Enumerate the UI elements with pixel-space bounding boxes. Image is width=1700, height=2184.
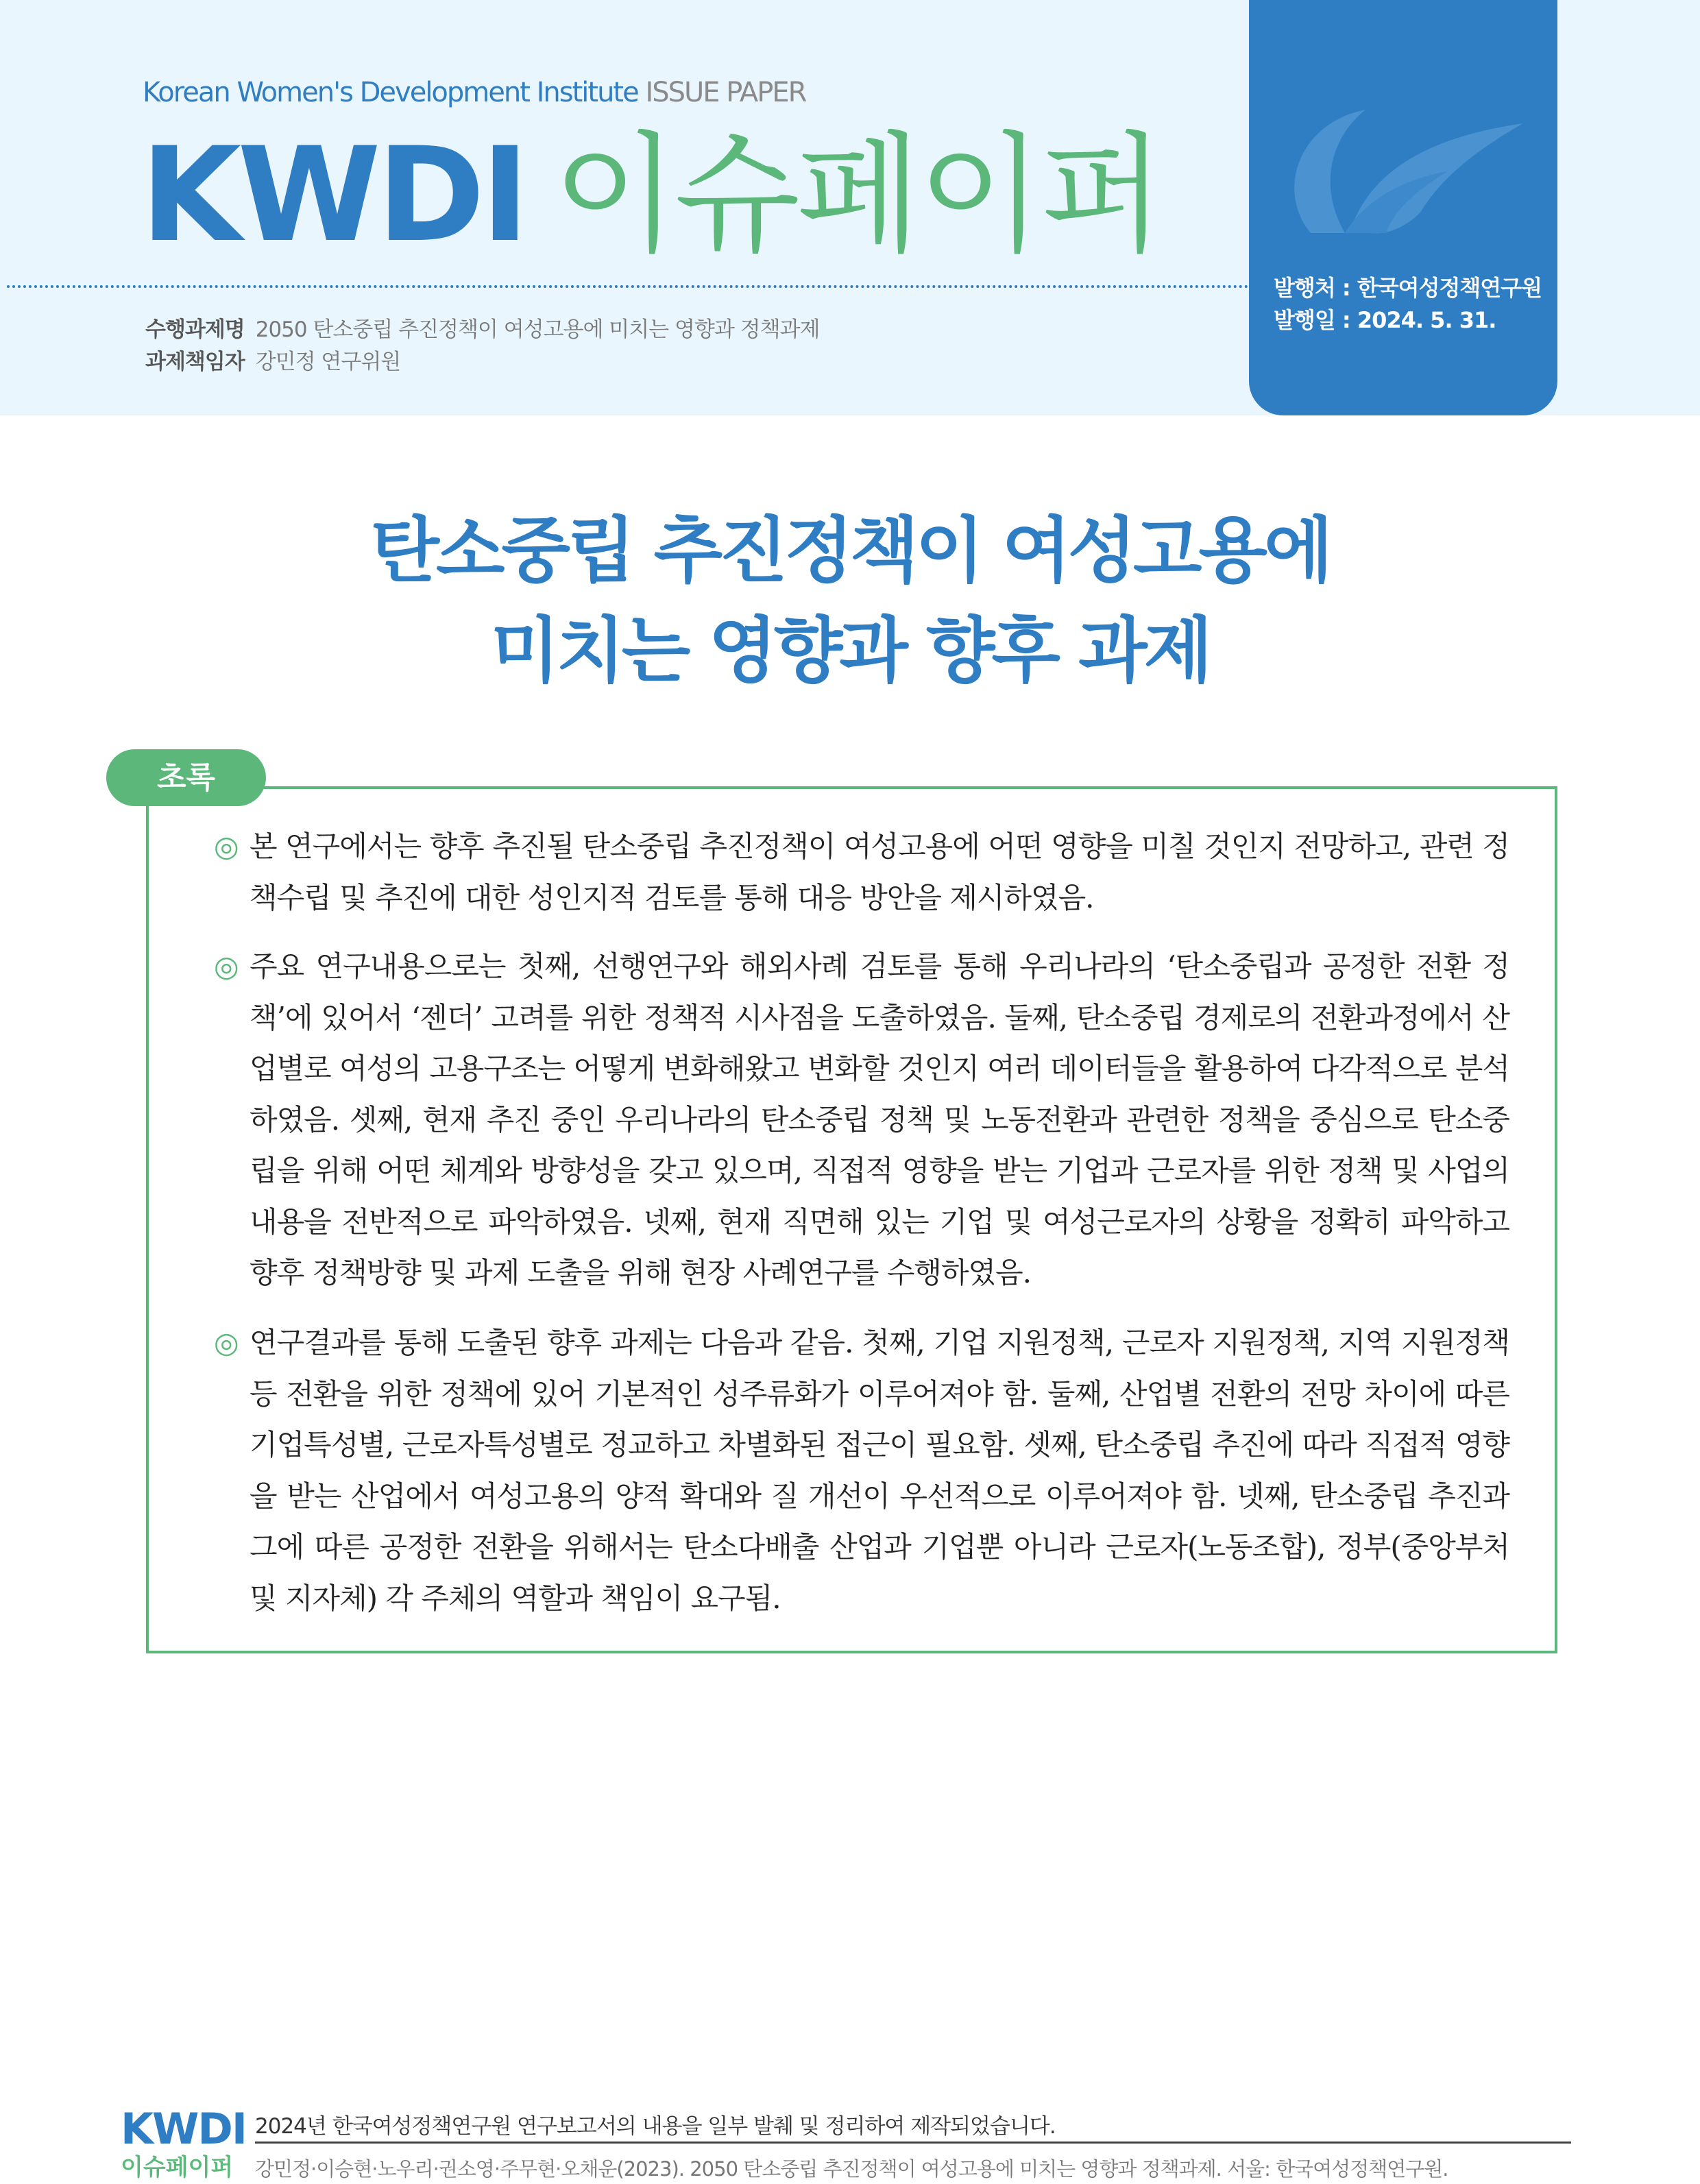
project-value: 2050 탄소중립 추진정책이 여성고용에 미치는 영향과 정책과제 (255, 317, 820, 342)
footer-logo-ko: 이슈페이퍼 (121, 2154, 234, 2181)
bullet-icon: ◎ (214, 949, 239, 983)
brand-title (141, 119, 1161, 271)
publisher-card (1249, 0, 1557, 415)
brand-en: KWDI (141, 119, 526, 271)
paragraph-text: 주요 연구내용으로는 첫째, 선행연구와 해외사례 검토를 통해 우리나라의 ‘탄소중립과 공정한 전환 정책’에 있어서 ‘젠더’ 고려를 위한 정책적 시사점을 도출하였음. 둘째, 탄소중립 경제로의 전환과정에서 산업별로 여성의 고용구조는 어떻게 변화해왔고 변화할 것인지 여러 데이터들을 활용하여 다각적으로 분석하였음. 셋째, 현재 추진 중인 우리나라의 탄소중립 정책 및 노동전환과 관련한 정책을 중심으로 탄소중립을 위해 어떤 체계와 방향성을 갖고 있으며, 직접적 영향을 받는 기업과 근로자를 위한 정책 및 사업의 내용을 전반적으로 파악하였음. 넷째, 현재 직면해 있는 기업 및 여성근로자의 상황을 정확히 파악하고 향후 정책방향 및 과제 도출을 위해 현장 사례연구를 수행하였음. (250, 949, 1509, 1289)
title-line-1: 탄소중립 추진정책이 여성고용에 (370, 509, 1330, 592)
project-row (145, 312, 819, 343)
bullet-icon: ◎ (214, 1326, 239, 1359)
abstract-tag: 초록 (106, 749, 266, 806)
bullet-icon: ◎ (214, 829, 239, 863)
footer-logo-en: KWDI (121, 2104, 246, 2154)
series-name: ISSUE PAPER (645, 77, 806, 108)
kwdi-emblem-icon (1270, 96, 1544, 247)
footer-note: 2024년 한국여성정책연구원 연구보고서의 내용을 일부 발췌 및 정리하여 제작되었습니다. (255, 2114, 1056, 2139)
header-band (0, 0, 1700, 415)
lead-row (145, 344, 400, 375)
paragraph-text: 본 연구에서는 향후 추진될 탄소중립 추진정책이 여성고용에 어떤 영향을 미칠 것인지 전망하고, 관련 정책수립 및 추진에 대한 성인지적 검토를 통해 대응 방안을 제시하였음. (250, 829, 1509, 914)
institute-name: Korean Women's Development Institute (143, 77, 638, 108)
project-label: 수행과제명 (145, 317, 245, 342)
lead-label: 과제책임자 (145, 350, 245, 374)
lead-value: 강민정 연구위원 (255, 350, 401, 374)
paragraph-text: 연구결과를 통해 도출된 향후 과제는 다음과 같음. 첫째, 기업 지원정책, 근로자 지원정책, 지역 지원정책 등 전환을 위한 정책에 있어 기본적인 성주류화가 이루어져야 함. 둘째, 산업별 전환의 전망 차이에 따른 기업특성별, 근로자특성별로 정교하고 차별화된 접근이 필요함. 셋째, 탄소중립 추진에 따라 직접적 영향을 받는 산업에서 여성고용의 양적 확대와 질 개선이 우선적으로 이루어져야 함. 넷째, 탄소중립 추진과 그에 따른 공정한 전환을 위해서는 탄소다배출 산업과 기업뿐 아니라 근로자(노동조합), 정부(중앙부처 및 지자체) 각 주체의 역할과 책임이 요구됨. (250, 1326, 1509, 1615)
footer-logo (121, 2104, 246, 2181)
abstract-paragraph (214, 1318, 1509, 1624)
brand-ko: 이슈페이퍼 (552, 119, 1161, 271)
footer-citation: 강민정·이승현·노우리·권소영·주무현·오채운(2023). 2050 탄소중립 추진정책이 여성고용에 미치는 영향과 정책과제. 서울: 한국여성정책연구원. (255, 2157, 1448, 2181)
series-subtitle (143, 77, 805, 108)
publisher: 발행처 : 한국여성정책연구원 (1274, 275, 1542, 301)
document-title (0, 500, 1700, 701)
footer-divider (255, 2141, 1571, 2144)
title-line-2: 미치는 영향과 향후 과제 (490, 609, 1210, 692)
publish-date: 발행일 : 2024. 5. 31. (1274, 307, 1496, 333)
abstract-paragraph (214, 821, 1509, 923)
abstract-paragraph (214, 941, 1509, 1299)
dotted-divider (7, 285, 1249, 288)
